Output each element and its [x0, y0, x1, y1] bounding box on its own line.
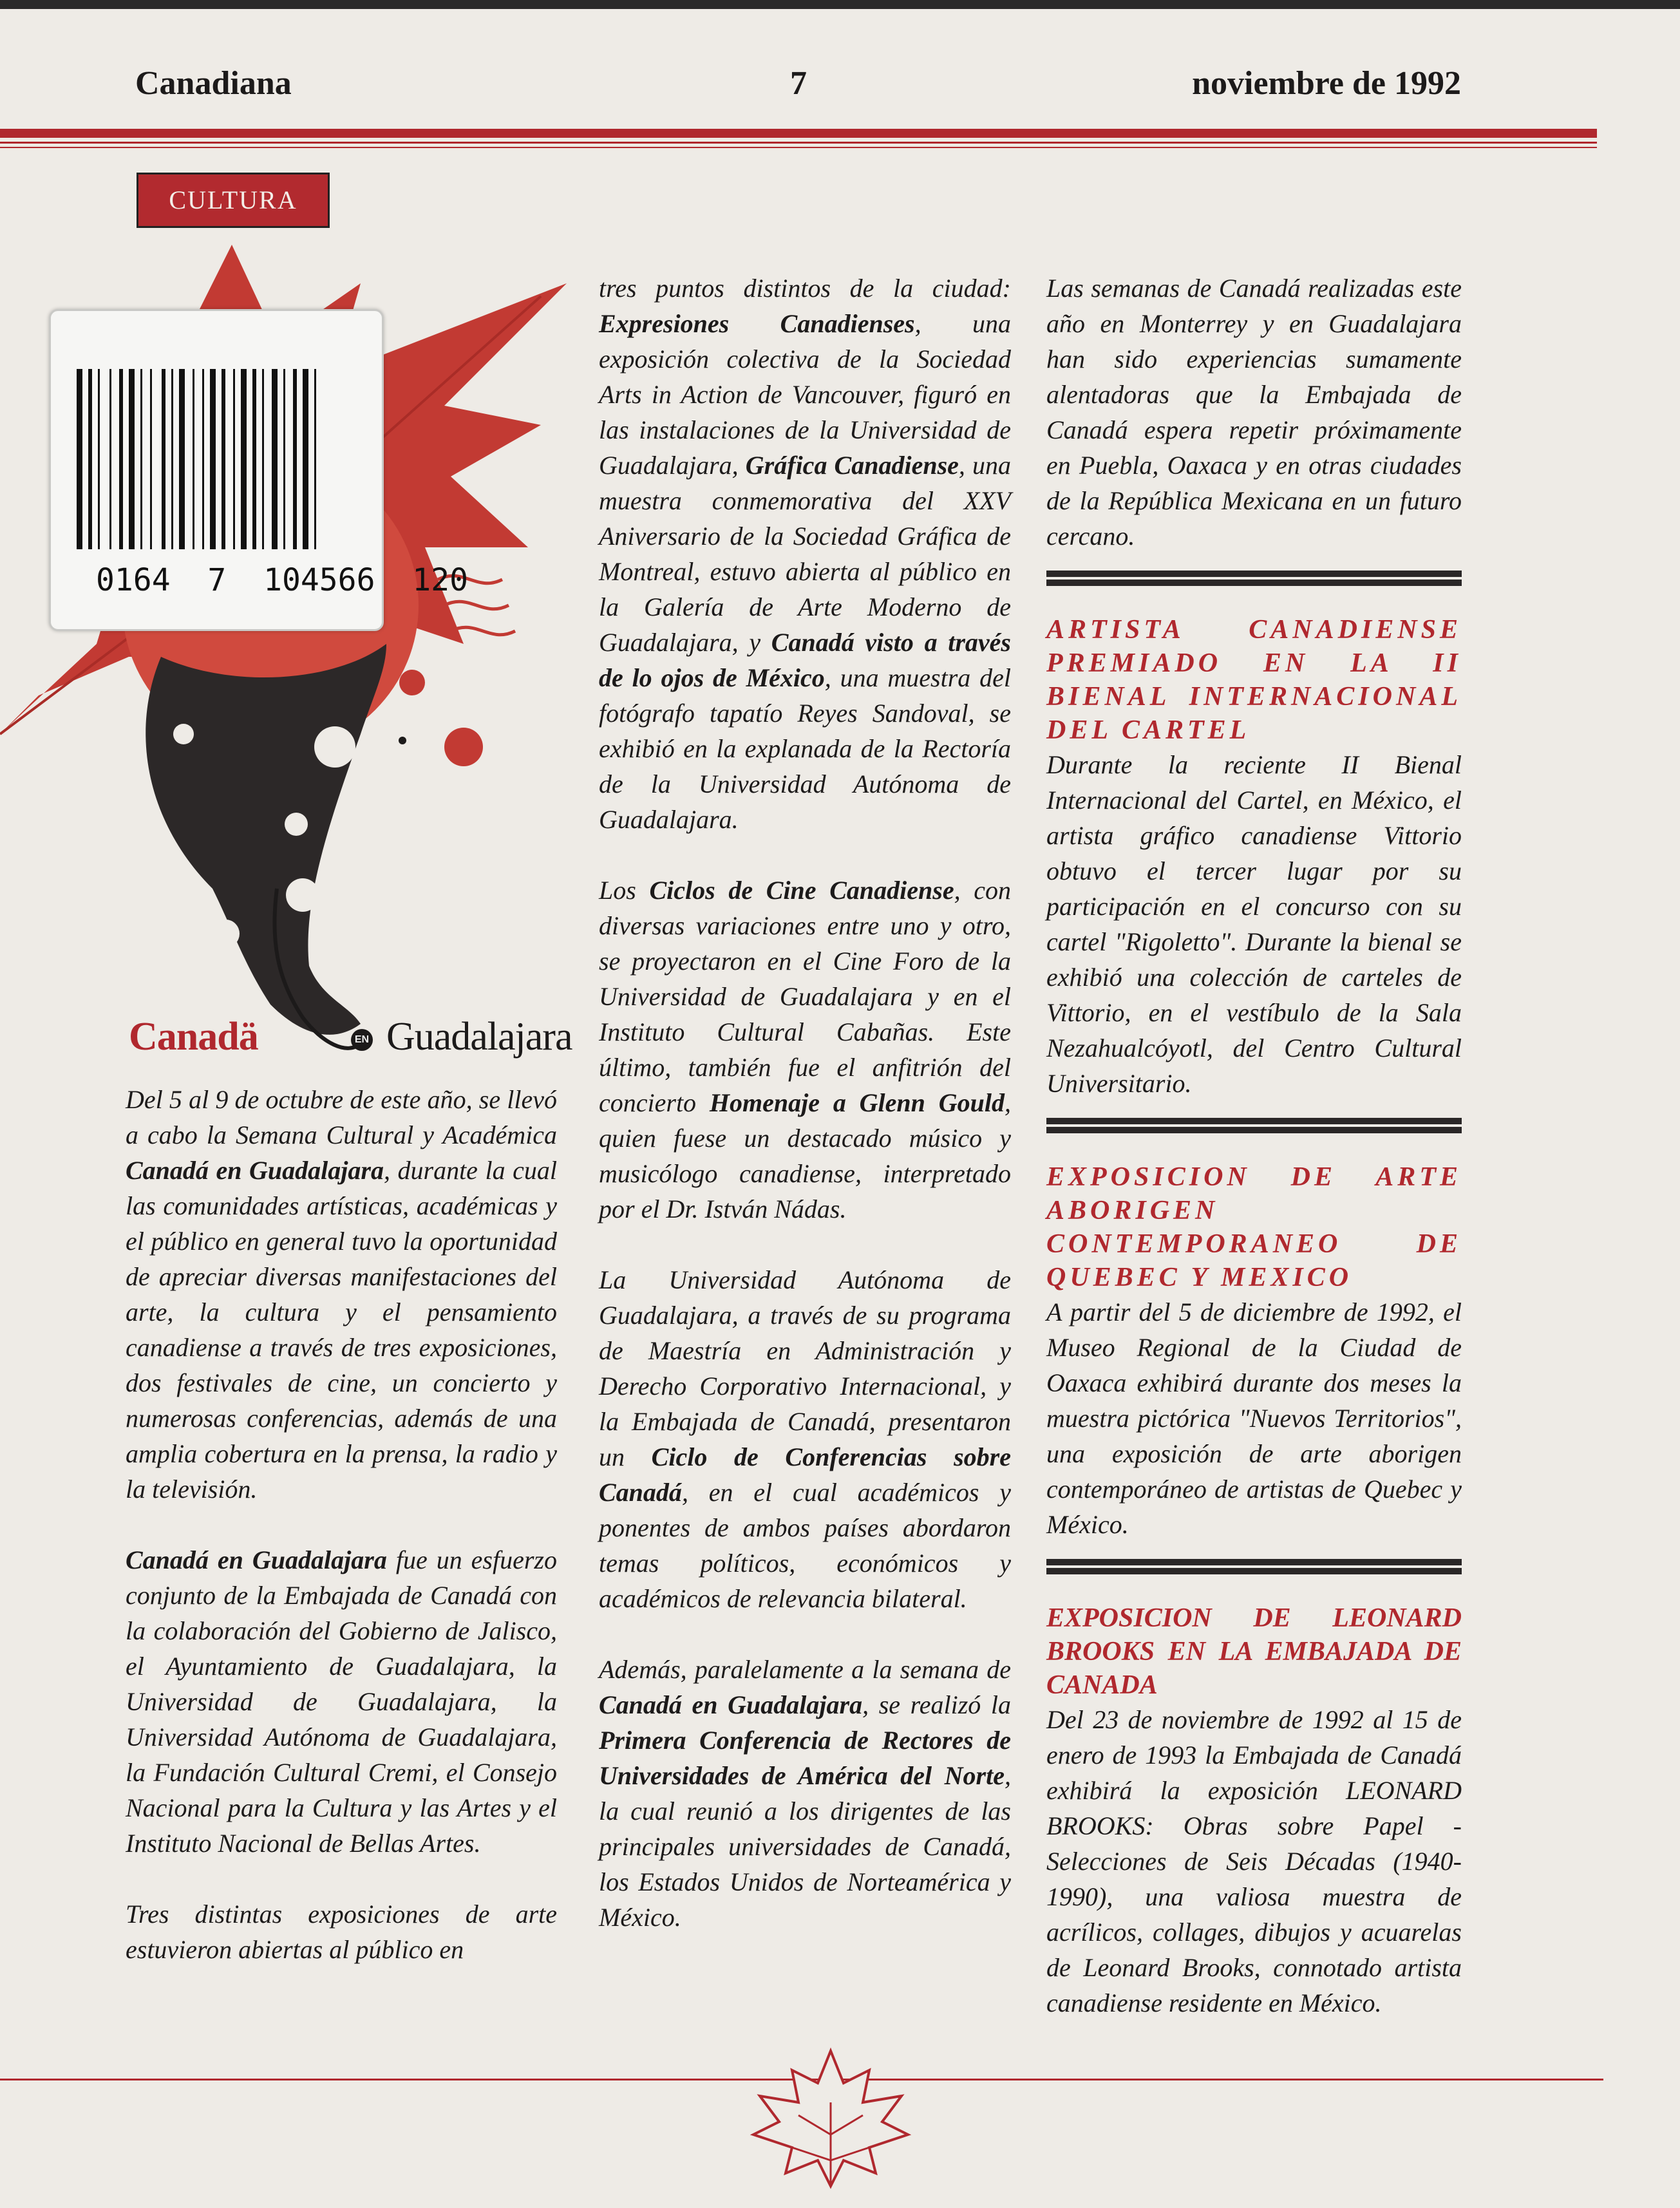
section-tag: CULTURA	[137, 173, 330, 228]
bold-run: Expresiones Canadienses	[599, 309, 915, 338]
paragraph: Durante la reciente II Bienal Internacional del Cartel, en México, el artista gráfico canadiense Vittorio obtuvo el tercer lugar por su participación en el concurso con su cartel "Rigoletto". Durante la bienal se exhibió una colección de carteles de Vittorio, en el vestíbulo de la Sala Nezahualcóyotl, del Centro Cultural Universitario.	[1046, 750, 1462, 1098]
text-run: Los	[599, 876, 650, 905]
header-rule-thin	[0, 142, 1597, 144]
barcode-bar	[150, 369, 152, 549]
bold-run: Ciclos de Cine Canadiense	[649, 876, 954, 905]
barcode-bar	[252, 369, 256, 549]
footer-maple-leaf-icon	[741, 2038, 921, 2193]
article-heading: EXPOSICION DE ARTE ABORIGEN CONTEMPORANEO DE QUEBEC Y MEXICO	[1046, 1162, 1462, 1292]
paragraph	[599, 1262, 1011, 1616]
barcode-bars	[64, 369, 399, 549]
article-heading: EXPOSICION DE LEONARD BROOKS EN LA EMBAJADA DE CANADA	[1046, 1603, 1462, 1700]
text-run: , con diversas variaciones entre uno y otro, se proyectaron en el Cine Foro de la Universidad de Guadalajara y en el Instituto Cultural Cabañas. Este último, también fue el anfitrión del concierto	[599, 876, 1011, 1117]
bold-run: Canadá en Guadalajara	[599, 1690, 863, 1719]
barcode-number: 0164 7 104566 120	[96, 562, 468, 598]
publication-name: Canadiana	[135, 65, 292, 102]
section-separator	[1046, 1118, 1462, 1135]
barcode-bar	[283, 369, 285, 549]
article-column-3	[1046, 270, 1462, 2021]
text-run: Además, paralelamente a la semana de	[599, 1655, 1011, 1684]
text-run: , durante la cual las comunidades artísticas, académicas y el público en general tuvo la oportunidad de apreciar diversas manifestaciones del arte, la cultura y el pensamiento canadiense a través de tres exposiciones, dos festivales de cine, un concierto y numerosas conferencias, además de una amplia cobertura en la prensa, la radio y la televisión.	[126, 1156, 557, 1504]
barcode-bar	[129, 369, 135, 549]
article-column-1	[126, 1082, 557, 1967]
text-run: tres puntos distintos de la ciudad:	[599, 274, 1011, 303]
bold-run: Gráfica Canadiense	[745, 451, 959, 480]
barcode-bar	[314, 369, 316, 549]
text-run: fue un esfuerzo conjunto de la Embajada de Canadá con la colaboración del Gobierno de Jalisco, el Ayuntamiento de Guadalajara, la Universidad de Guadalajara, la Universidad Autónoma de Guadalajara, la Fundación Cultural Cremi, el Consejo Nacional para la Cultura y las Artes y el Instituto Nacional de Bellas Artes.	[126, 1545, 558, 1858]
bold-run: Canadá visto a través de lo ojos de México	[599, 628, 1011, 692]
barcode-bar	[262, 369, 264, 549]
red-dots	[399, 670, 483, 766]
issue-date: noviembre de 1992	[1192, 65, 1461, 102]
text-run: , quien fuese un destacado músico y musicólogo canadiense, interpretado por el Dr. István Nádas.	[599, 1088, 1011, 1223]
text-run: , en el cual académicos y ponentes de ambos países abordaron temas políticos, económicos y académicos de relevancia bilateral.	[599, 1478, 1011, 1613]
barcode-bar	[109, 369, 111, 549]
legs-illustration	[146, 644, 386, 1048]
barcode-bar	[140, 369, 142, 549]
bold-run: Homenaje a Glenn Gould	[709, 1088, 1005, 1117]
text-run: Del 5 al 9 de octubre de este año, se llevó a cabo la Semana Cultural y Académica	[126, 1085, 557, 1149]
en-badge: EN	[351, 1029, 373, 1051]
paragraph	[599, 873, 1011, 1227]
bold-run: Canadá en Guadalajara	[126, 1545, 387, 1574]
bold-run: Ciclo de Conferencias sobre Canadá	[599, 1442, 1011, 1507]
page-number: 7	[790, 65, 807, 102]
header-rule-thick	[0, 129, 1597, 138]
paragraph: Las semanas de Canadá realizadas este año en Monterrey y en Guadalajara han sido experiencias sumamente alentadoras que la Embajada de Canadá espera repetir próximamente en Puebla, Oaxaca y en otras ciudades de la República Mexicana en un futuro cercano.	[1046, 274, 1462, 551]
text-run: , la cual reunió a los dirigentes de las principales universidades de Canadá, los Estados Unidos de Norteamérica y México.	[599, 1761, 1011, 1932]
barcode-bar	[293, 369, 297, 549]
paragraph	[599, 270, 1011, 837]
barcode-bar	[272, 369, 278, 549]
text-run: , se realizó la	[862, 1690, 1012, 1719]
barcode-bar	[77, 369, 82, 549]
barcode-bar	[241, 369, 247, 549]
text-run: , una exposición colectiva de la Sociedad Arts in Action de Vancouver, figuró en las instalaciones de la Universidad de Guadalajara,	[599, 309, 1012, 480]
section-separator	[1046, 1559, 1462, 1576]
barcode-bar	[202, 369, 204, 549]
section-separator	[1046, 571, 1462, 587]
barcode-bar	[98, 369, 100, 549]
paragraph: Del 23 de noviembre de 1992 al 15 de enero de 1993 la Embajada de Canadá exhibirá la exposición LEONARD BROOKS: Obras sobre Papel - Selecciones de Seis Décadas (1940-1990), una valiosa muestra de acrílicos, collages, dibujos y acuarelas de Leonard Brooks, connotado artista canadiense residente en México.	[1046, 1705, 1462, 2017]
barcode-bar	[119, 369, 123, 549]
paragraph: Tres distintas exposiciones de arte estuvieron abiertas al público en	[126, 1900, 557, 1964]
barcode-bar	[303, 369, 308, 549]
page-top-edge	[0, 0, 1680, 9]
barcode-sticker	[49, 309, 468, 631]
barcode-bar	[88, 369, 92, 549]
barcode-bar	[210, 369, 216, 549]
canada-wordmark: Canadä	[129, 1015, 258, 1059]
barcode-bar	[179, 369, 185, 549]
text-run: , una muestra conmemorativa del XXV Aniversario de la Sociedad Gráfica de Montreal, estuvo abierta al público en la Galería de Arte Moderno de Guadalajara, y	[599, 451, 1012, 657]
text-run: La Universidad Autónoma de Guadalajara, a través de su programa de Maestría en Administración y Derecho Corporativo Internacional, y la Embajada de Canadá, presentaron un	[599, 1265, 1011, 1471]
bold-run: Canadá en Guadalajara	[126, 1156, 384, 1185]
guadalajara-wordmark: Guadalajara	[386, 1015, 572, 1059]
text-run: , una muestra del fotógrafo tapatío Reyes Sandoval, se exhibió en la explanada de la Rectoría de la Universidad Autónoma de Guadalajara.	[599, 663, 1011, 834]
paragraph	[126, 1082, 557, 1507]
paragraph	[126, 1542, 557, 1861]
barcode-bar	[171, 369, 173, 549]
barcode-bar	[162, 369, 165, 549]
barcode-bar	[233, 369, 235, 549]
barcode-bar	[193, 369, 194, 549]
article-heading: ARTISTA CANADIENSE PREMIADO EN LA II BIENAL INTERNACIONAL DEL CARTEL	[1046, 615, 1462, 745]
article-column-2	[599, 270, 1011, 1935]
paragraph: A partir del 5 de diciembre de 1992, el Museo Regional de la Ciudad de Oaxaca exhibirá durante dos meses la muestra pictórica "Nuevos Territorios", una exposición de arte aborigen contemporáneo de artistas de Quebec y México.	[1046, 1297, 1462, 1539]
paragraph	[599, 1652, 1011, 1935]
bold-run: Primera Conferencia de Rectores de Universidades de América del Norte	[599, 1726, 1011, 1790]
header-rule-thin-2	[0, 147, 1597, 148]
barcode-bar	[222, 369, 225, 549]
